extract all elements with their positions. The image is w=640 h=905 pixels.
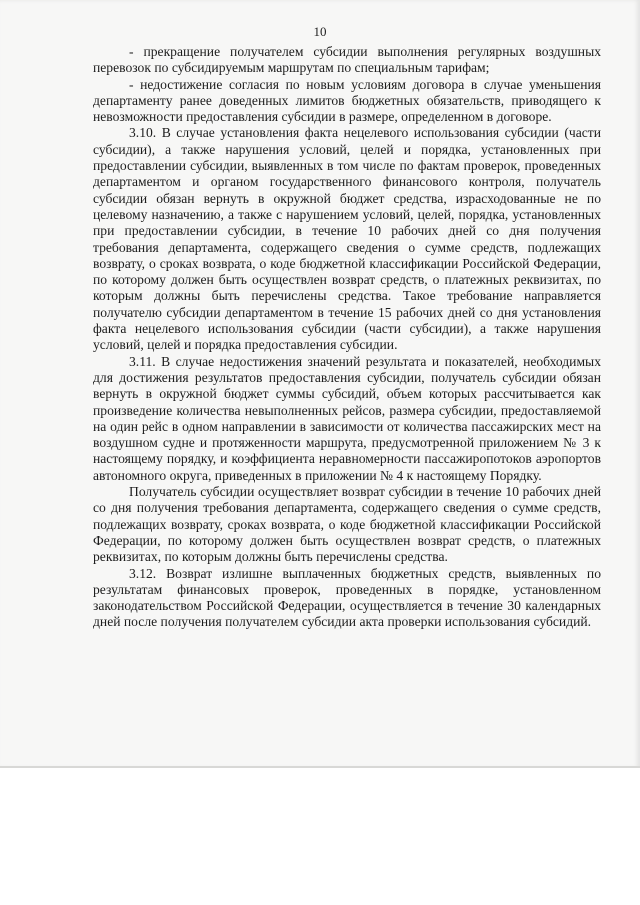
document-body <box>93 44 601 631</box>
page-number: 10 <box>313 24 327 39</box>
paragraph-3-11: 3.11. В случае недостижения значений результата и показателей, необходимых для достижения результатов предоставления субсидии, получатель субсидии обязан вернуть в окружной бюджет суммы субсидий, объем которых рассчитывается как произведение количества невыполненных рейсов, размера субсидии, предоставляемой на один рейс в одном направлении в зависимости от количества пассажирских мест на воздушном судне и протяженности маршрута, предусмотренной приложением № 3 к настоящему порядку, и коэффициента неравномерности пассажиропотоков аэропортов автономного округа, приведенных в приложении № 4 к настоящему Порядку. <box>93 353 601 483</box>
paragraph-no-agreement-clause: - недостижение согласия по новым условиям договора в случае уменьшения департаменту ранее доведенных лимитов бюджетных обязательств, приводящего к невозможности предоставления субсидии в размере, определенном в договоре. <box>93 76 601 125</box>
page-bottom-edge <box>0 766 640 768</box>
paragraph-3-12: 3.12. Возврат излишне выплаченных бюджетных средств, выявленных по результатам финансовых проверок, проведенных в порядке, установленном законодательством Российской Федерации, осуществляется в течение 30 календарных дней после получения получателем субсидии акта проверки использования субсидий. <box>93 565 601 630</box>
paragraph-subsidy-return: Получатель субсидии осуществляет возврат субсидии в течение 10 рабочих дней со дня получения требования департамента, содержащего сведения о сумме средств, подлежащих возврату, сроках возврата, о коде бюджетной классификации Российской Федерации, по которому должен быть осуществлен возврат средств, о платежных реквизитах, по которым должны быть перечислены средства. <box>93 484 601 565</box>
paragraph-termination-clause: - прекращение получателем субсидии выполнения регулярных воздушных перевозок по субсидируемым маршрутам по специальным тарифам; <box>93 44 601 76</box>
paragraph-3-10: 3.10. В случае установления факта нецелевого использования субсидии (части субсидии), а также нарушения условий, целей и порядка, установленных при предоставлении субсидии, выявленных в том числе по фактам проверок, проведенных департаментом и органом государственного финансового контроля, получатель субсидии обязан вернуть в окружной бюджет средства, израсходованные не по целевому назначению, а также с нарушением условий, целей, порядка, установленных при предоставлении субсидии, в течение 10 рабочих дней со дня получения требования департамента, содержащего сведения о сумме средств, подлежащих возврату, о сроках возврата, о коде бюджетной классификации Российской Федерации, по которому должен быть осуществлен возврат средств, о платежных реквизитах, по которым должны быть перечислены средства. Такое требование направляется получателю субсидии департаментом в течение 15 рабочих дней со дня установления факта нецелевого использования субсидии (части субсидии), а также нарушения условий, целей и порядка предоставления субсидии. <box>93 125 601 353</box>
